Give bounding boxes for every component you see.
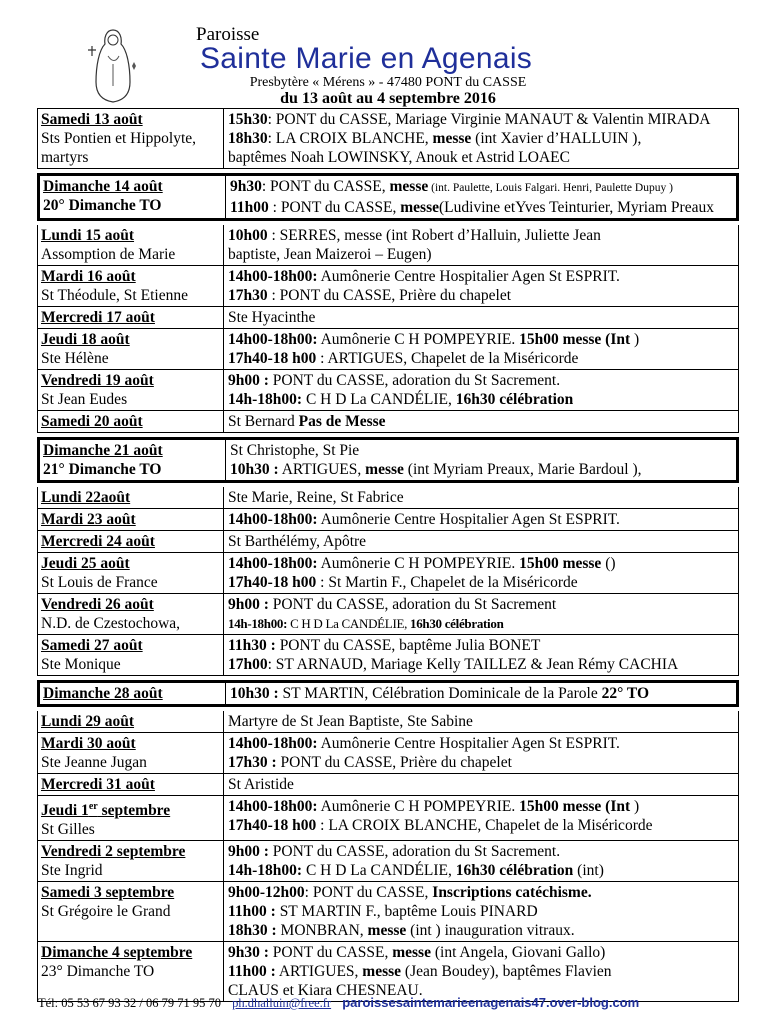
schedule-row [37,711,739,733]
event-line [228,861,734,880]
events-cell [224,774,738,795]
schedule-row [37,437,739,483]
event-text: St Bernard [228,413,299,430]
event-text: () [601,555,616,572]
event-text: 16h30 célébration [455,862,574,880]
event-line [228,554,734,573]
schedule-row [37,329,739,370]
schedule-row [37,411,739,433]
schedule-row [37,487,739,509]
day-cell [38,711,224,732]
day-cell [38,774,224,795]
event-text: : ARTIGUES, Chapelet de la Miséricorde [316,350,579,367]
day-cell [38,225,224,265]
event-text: Ste Marie, Reine, St Fabrice [228,489,404,506]
event-line [228,655,734,674]
day-cell [38,594,224,634]
day-cell [38,882,224,941]
schedule-row [37,307,739,329]
event-text: Pas de Messe [298,413,386,430]
event-text: 15h00 messe (Int [519,798,631,815]
event-line [228,148,734,167]
schedule-row [37,796,739,841]
day-date: Jeudi 1er septembre [41,801,171,820]
events-cell [226,176,736,218]
day-feast: St Jean Eudes [41,391,128,408]
day-cell [40,440,226,480]
event-text: (int) [573,862,604,880]
event-text: St Barthélémy, Apôtre [228,533,367,550]
event-line [228,921,734,940]
day-cell [40,683,226,704]
event-line [228,267,734,286]
events-cell [224,411,738,432]
day-date: Dimanche 14 août [43,178,163,195]
event-line [228,734,734,753]
day-feast: Sts Pontien et Hippolyte, [41,130,196,147]
event-text: PONT du CASSE, adoration du St Sacrement [268,596,557,613]
event-line [228,510,734,529]
event-line [228,371,734,390]
day-cell [38,109,224,168]
event-text: Aumônerie Centre Hospitalier Agen St ESPRIT. [317,511,620,528]
day-date: Mardi 23 août [41,511,136,528]
day-date: Mercredi 17 août [41,309,155,326]
day-cell [40,176,226,218]
event-text: C H D La CANDÉLIE, [287,616,411,631]
day-feast: martyrs [41,149,89,166]
events-cell [224,942,738,1001]
event-text: baptêmes Noah LOWINSKY, Anouk et Astrid LOAEC [228,149,570,166]
day-date: Samedi 13 août [41,111,143,128]
event-line [228,775,734,794]
event-text: (int. Paulette, Louis Falgari. Henri, Paulette Dupuy ) [428,182,673,194]
event-text: 22° TO [601,685,650,702]
day-cell [38,942,224,1001]
day-date: Mercredi 31 août [41,776,155,793]
day-cell [38,370,224,410]
event-text: : ST ARNAUD, Mariage Kelly TAILLEZ & Jean Rémy CACHIA [267,656,679,673]
event-line [228,110,734,129]
blog-link[interactable]: paroissesaintemarieenagenais47.over-blog.com [342,995,640,1010]
event-text: : PONT du CASSE, Mariage Virginie MANAUT & Valentin MIRADA [267,111,711,128]
day-feast: Assomption de Marie [41,246,176,263]
event-text: messe [367,922,407,940]
event-text: messe [365,461,404,478]
events-cell [226,683,736,704]
day-feast: Ste Jeanne Jugan [41,754,147,771]
schedule-row [37,635,739,676]
schedule-row [37,266,739,307]
event-text: ARTIGUES, [278,461,366,478]
contact-footer [38,995,758,1011]
event-text: 14h-18h00: [228,862,303,880]
event-text: 15h00 messe [519,555,602,572]
day-date: Mardi 30 août [41,735,136,752]
event-text: messe [362,963,402,981]
event-text: 14h-18h00: [228,391,303,408]
day-date: Jeudi 25 août [41,555,130,572]
event-text: Aumônerie Centre Hospitalier Agen St ESPRIT. [317,735,620,752]
event-line [228,816,734,835]
event-line [228,390,734,409]
day-cell [38,411,224,432]
event-text: PONT du CASSE, [268,944,393,962]
event-text: Aumônerie Centre Hospitalier Agen St ESPRIT. [317,268,620,285]
event-text: 14h00-18h00: [228,735,318,752]
events-cell [224,487,738,508]
event-text: : PONT du CASSE, [261,178,390,195]
event-text: St Aristide [228,776,294,793]
schedule-row [37,841,739,882]
event-text: 16h30 célébration [455,391,574,408]
event-text: 11h00 : [228,903,276,921]
event-text: messe [432,130,472,147]
day-date: Vendredi 26 août [41,596,154,613]
schedule-row [37,594,739,635]
day-feast: Ste Monique [41,656,121,673]
day-feast: 20° Dimanche TO [43,197,162,214]
event-text: 9h00 : [228,596,269,613]
event-text: (int Xavier d’HALLUIN ), [471,130,642,147]
event-text: ) [630,331,640,348]
event-line [228,712,734,731]
event-text: 18h30 [228,130,268,147]
day-date: Jeudi 18 août [41,331,130,348]
event-text: PONT du CASSE, baptême Julia BONET [275,637,541,654]
event-text: 10h30 : [230,685,279,702]
event-line [228,349,734,368]
event-text: messe [389,178,429,195]
event-text: CLAUS et Kiara CHESNEAU. [228,982,423,1000]
event-text: 9h30 [230,178,262,195]
event-text: MONBRAN, [276,922,368,940]
event-line [230,684,732,703]
event-text: ) [630,798,640,815]
event-text: messe [400,199,440,216]
event-text: 17h30 : [228,754,277,771]
event-text: : LA CROIX BLANCHE, Chapelet de la Miséricorde [316,817,653,834]
email-link[interactable]: ph.dhalluin@free.fr [232,996,332,1010]
day-date: Vendredi 2 septembre [41,843,186,861]
day-feast: 23° Dimanche TO [41,963,155,981]
page-header [0,0,776,108]
events-cell [224,841,738,881]
day-cell [38,796,224,840]
event-text: ARTIGUES, [275,963,363,981]
day-feast: Ste Hélène [41,350,109,367]
schedule-row [37,173,739,221]
day-date: Mardi 16 août [41,268,136,285]
day-date: Samedi 27 août [41,637,143,654]
event-line [228,532,734,551]
event-text: (int Angela, Giovani Gallo) [430,944,606,962]
event-text: 14h-18h00: [228,616,288,631]
event-text: Martyre de St Jean Baptiste, Ste Sabine [228,713,473,730]
day-date: Dimanche 28 août [43,685,163,702]
event-line [228,245,734,264]
events-cell [224,594,738,634]
event-text: 15h30 [228,111,268,128]
event-text: 15h00 messe (Int [519,331,631,348]
event-text: : PONT du CASSE, Prière du chapelet [267,287,512,304]
schedule-row [37,882,739,942]
event-text: : LA CROIX BLANCHE, [267,130,433,147]
events-cell [224,733,738,773]
event-text: ST MARTIN F., baptême Louis PINARD [275,903,538,921]
event-line [228,943,734,962]
events-cell [224,329,738,369]
schedule-row [37,680,739,707]
day-cell [38,329,224,369]
day-feast: Ste Ingrid [41,862,103,880]
event-line [228,286,734,305]
schedule-row [37,733,739,774]
event-text: Aumônerie C H POMPEYRIE. [317,331,520,348]
schedule-row [37,531,739,553]
event-text: : PONT du CASSE, [304,884,433,902]
event-line [228,412,734,431]
day-cell [38,733,224,773]
event-text: St Christophe, St Pie [230,442,360,459]
day-date: Samedi 3 septembre [41,884,175,902]
event-line [228,308,734,327]
event-text: 14h00-18h00: [228,798,318,815]
day-date: Dimanche 21 août [43,442,163,459]
schedule-row [37,774,739,796]
event-line [228,226,734,245]
event-line [228,614,734,633]
events-cell [224,553,738,593]
events-cell [224,509,738,530]
events-cell [224,307,738,328]
events-cell [224,109,738,168]
event-line [228,753,734,772]
day-date: Lundi 22août [41,489,131,506]
day-cell [38,266,224,306]
event-text: (int Myriam Preaux, Marie Bardoul ), [403,461,642,478]
day-feast: St Gilles [41,821,95,839]
event-line [228,330,734,349]
event-text: : PONT du CASSE, [268,199,401,216]
event-text: baptiste, Jean Maizeroi – Eugen) [228,246,432,263]
day-feast: N.D. de Czestochowa, [41,615,181,632]
event-text: 14h00-18h00: [228,268,318,285]
event-text: (int ) inauguration vitraux. [406,922,575,940]
event-line [230,177,732,198]
events-cell [224,882,738,941]
event-text: 11h00 : [228,963,276,981]
event-line [230,198,732,217]
schedule-row [37,225,739,266]
day-feast: St Théodule, St Etienne [41,287,188,304]
day-cell [38,531,224,552]
event-line [228,129,734,148]
event-text: C H D La CANDÉLIE, [302,391,456,408]
event-text: PONT du CASSE, adoration du St Sacrement. [268,843,561,861]
event-line [228,573,734,592]
day-date: Mercredi 24 août [41,533,155,550]
event-line [230,441,732,460]
event-text: 17h30 [228,287,268,304]
event-text: (Ludivine etYves Teinturier, Myriam Preaux [439,199,714,216]
events-cell [224,370,738,410]
event-text: 14h00-18h00: [228,331,318,348]
events-cell [224,796,738,840]
event-text: Inscriptions catéchisme. [432,884,592,902]
event-line [228,636,734,655]
event-text: PONT du CASSE, adoration du St Sacrement. [268,372,561,389]
day-date: Lundi 29 août [41,713,135,730]
event-line [228,797,734,816]
event-text: 10h00 [228,227,268,244]
schedule-period: du 13 août au 4 septembre 2016 [280,90,496,107]
day-date: Vendredi 19 août [41,372,154,389]
event-line [230,460,732,479]
event-text: 18h30 : [228,922,277,940]
paroisse-label: Paroisse [196,24,260,45]
event-text: 17h40-18 h00 [228,350,317,367]
day-feast: St Louis de France [41,574,158,591]
event-text: 9h00-12h00 [228,884,305,902]
event-text: Aumônerie C H POMPEYRIE. [317,555,520,572]
day-cell [38,487,224,508]
day-cell [38,307,224,328]
events-cell [224,531,738,552]
event-text: 9h00 : [228,372,269,389]
schedule-row [37,553,739,594]
event-text: (Jean Boudey), baptêmes Flavien [401,963,612,981]
day-cell [38,635,224,675]
phone-numbers: Tél: 05 53 67 93 32 / 06 79 71 95 70 [38,996,221,1010]
event-text: 14h00-18h00: [228,555,318,572]
event-text: : SERRES, messe (int Robert d’Halluin, Juliette Jean [267,227,601,244]
day-date: Dimanche 4 septembre [41,944,193,962]
event-text: 16h30 célébration [410,616,504,631]
event-text: messe [392,944,431,962]
event-text: 10h30 : [230,461,279,478]
schedule-table [37,108,739,1002]
day-feast: St Grégoire le Grand [41,903,171,921]
event-line [228,962,734,981]
event-text: PONT du CASSE, Prière du chapelet [276,754,512,771]
day-cell [38,841,224,881]
event-text: Aumônerie C H POMPEYRIE. [317,798,520,815]
day-cell [38,553,224,593]
day-date: Lundi 15 août [41,227,135,244]
event-text: 17h40-18 h00 [228,574,317,591]
events-cell [224,711,738,732]
events-cell [224,266,738,306]
events-cell [224,225,738,265]
presbytery-address: Presbytère « Mérens » - 47480 PONT du CASSE [249,75,527,90]
event-text: Ste Hyacinthe [228,309,316,326]
day-date: Samedi 20 août [41,413,143,430]
event-text: 17h00 [228,656,268,673]
events-cell [224,635,738,675]
day-feast: 21° Dimanche TO [43,461,162,478]
event-line [228,902,734,921]
day-cell [38,509,224,530]
church-name-title: Sainte Marie en Agenais [200,42,533,75]
event-text: : St Martin F., Chapelet de la Miséricorde [316,574,578,591]
events-cell [226,440,736,480]
event-text: 17h40-18 h00 [228,817,317,834]
event-line [228,488,734,507]
schedule-row [37,370,739,411]
event-text: 11h30 : [228,637,276,654]
event-text: 14h00-18h00: [228,511,318,528]
event-text: 11h00 [230,199,269,216]
schedule-row [37,108,739,169]
event-line [228,883,734,902]
event-text: 9h30 : [228,944,269,962]
event-line [228,595,734,614]
schedule-row [37,942,739,1002]
event-text: C H D La CANDÉLIE, [302,862,456,880]
schedule-row [37,509,739,531]
event-text: 9h00 : [228,843,269,861]
event-text: ST MARTIN, Célébration Dominicale de la Parole [278,685,602,702]
event-line [228,842,734,861]
